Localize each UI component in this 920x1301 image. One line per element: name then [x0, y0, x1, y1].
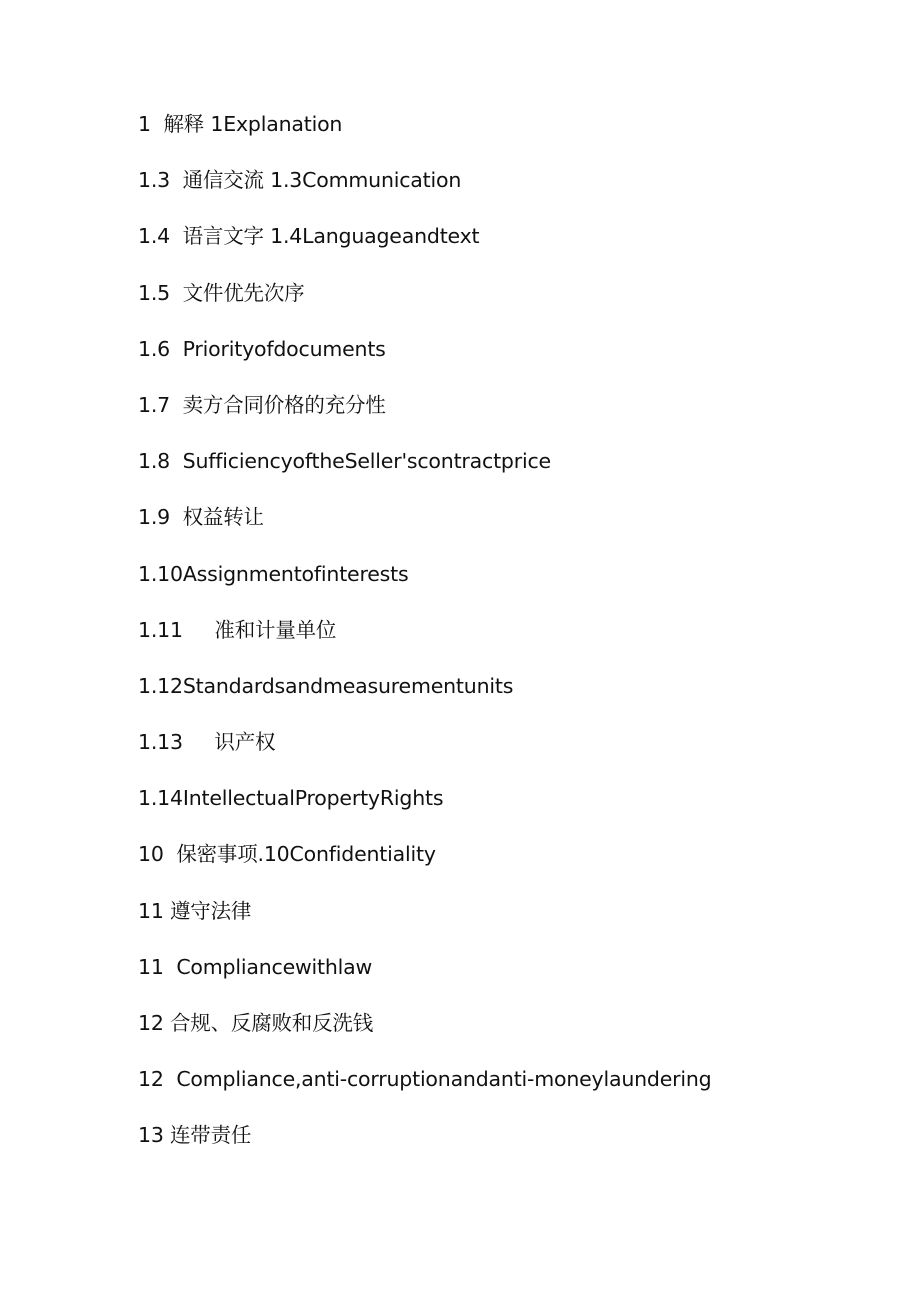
toc-line: 1 解释 1Explanation	[138, 112, 343, 136]
toc-line: 1.3 通信交流 1.3Communication	[138, 168, 462, 193]
toc-line: 1.11 准和计量单位	[138, 617, 337, 642]
table-of-contents	[138, 108, 711, 1176]
toc-line: 1.14IntellectualPropertyRights	[138, 786, 444, 811]
toc-line: 13 连带责任	[138, 1123, 252, 1148]
toc-line: 1.12Standardsandmeasurementunits	[138, 673, 514, 698]
toc-line: 1.13 识产权	[138, 730, 276, 755]
toc-line: 10 保密事项.10Confidentiality	[138, 842, 436, 867]
toc-line: 1.8 SufficiencyoftheSeller'scontractprice	[138, 449, 551, 474]
toc-line: 1.6 Priorityofdocuments	[138, 336, 386, 361]
toc-line: 11 Compliancewithlaw	[138, 954, 373, 979]
toc-line: 1.10Assignmentofinterests	[138, 561, 409, 586]
toc-line: 11 遵守法律	[138, 898, 252, 923]
toc-line: 1.4 语言文字 1.4Languageandtext	[138, 224, 480, 249]
toc-line: 12 合规、反腐败和反洗钱	[138, 1011, 374, 1035]
toc-line: 1.5 文件优先次序	[138, 280, 305, 305]
toc-line: 12 Compliance,anti-corruptionandanti-moneylaundering	[138, 1067, 712, 1092]
toc-line: 1.7 卖方合同价格的充分性	[138, 392, 386, 417]
toc-line: 1.9 权益转让	[138, 505, 264, 530]
